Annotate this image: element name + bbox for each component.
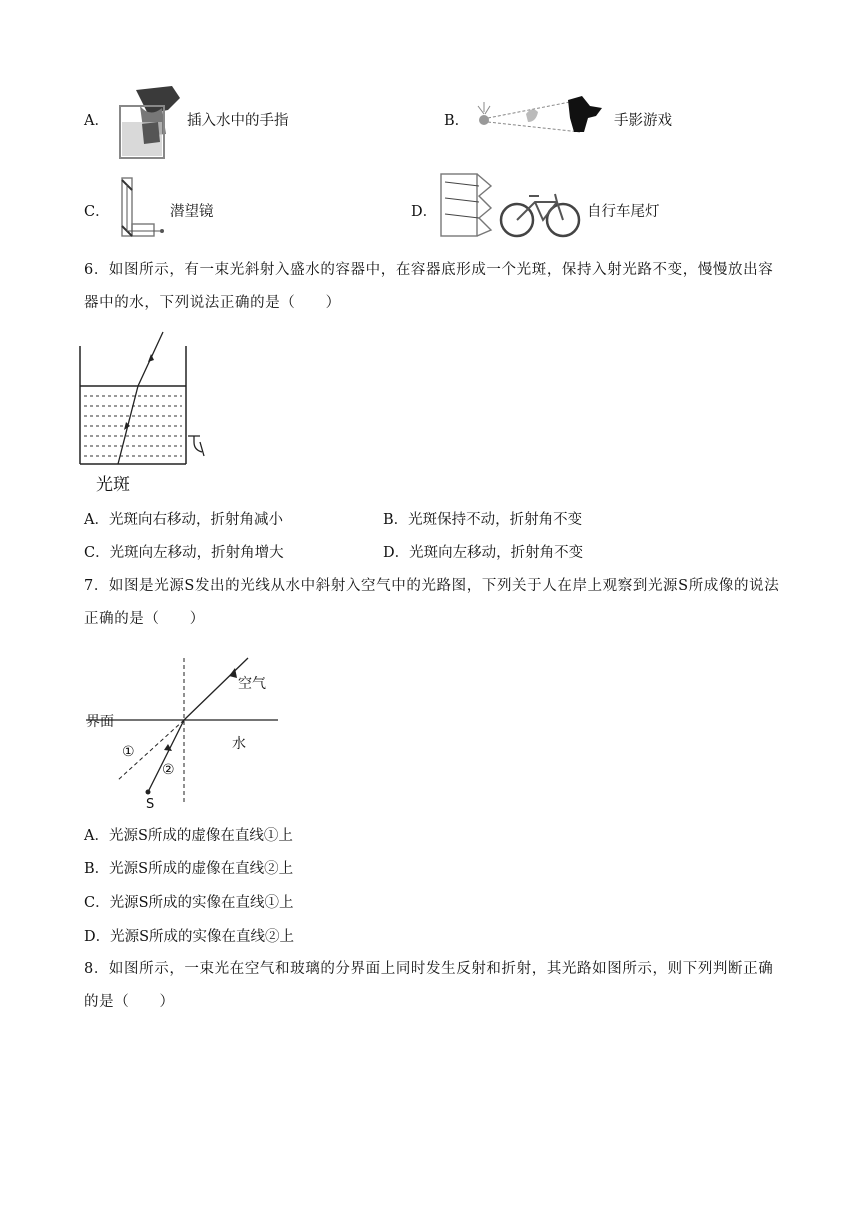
interface-label: 界面 xyxy=(86,714,114,730)
q7-option-c: C．光源S所成的实像在直线①上 xyxy=(84,895,294,911)
source-s-label: S xyxy=(146,797,155,812)
q6-option-a: A．光斑向右移动，折射角减小 xyxy=(84,512,283,528)
option-letter-a: A． xyxy=(84,113,109,129)
air-label: 空气 xyxy=(238,676,266,692)
q7-option-a: A．光源S所成的虚像在直线①上 xyxy=(84,828,293,844)
caption-periscope: 潜望镜 xyxy=(170,204,214,220)
caption-hand-shadow: 手影游戏 xyxy=(614,113,672,129)
question-6-figure xyxy=(76,326,216,498)
caption-finger-in-water: 插入水中的手指 xyxy=(187,113,289,129)
periscope-image xyxy=(116,176,166,242)
option-letter-b: B． xyxy=(444,113,470,129)
question-8-stem: 8．如图所示，一束光在空气和玻璃的分界面上同时发生反射和折射，其光路如图所示，则下列判断正确的是（ ） xyxy=(84,961,774,1010)
water-label: 水 xyxy=(232,736,246,752)
option-letter-d: D． xyxy=(411,204,438,220)
question-7-stem: 7．如图是光源S发出的光线从水中斜射入空气中的光路图，下列关于人在岸上观察到光源S所成像的说法正确的是（ ） xyxy=(84,578,780,627)
line-2-label: ② xyxy=(162,762,175,778)
q7-option-d: D．光源S所成的实像在直线②上 xyxy=(84,929,295,945)
option-letter-c: C． xyxy=(84,204,110,220)
finger-in-water-image xyxy=(114,84,184,160)
question-6-stem: 6．如图所示，有一束光斜射入盛水的容器中，在容器底形成一个光斑，保持入射光路不变，慢慢放出容器中的水，下列说法正确的是（ ） xyxy=(84,262,774,311)
caption-bicycle-taillight: 自行车尾灯 xyxy=(587,204,660,220)
q6-option-c: C．光斑向左移动，折射角增大 xyxy=(84,545,284,561)
line-1-label: ① xyxy=(122,744,135,760)
bicycle-taillight-image xyxy=(439,172,585,240)
question-7-figure xyxy=(86,654,286,810)
q7-option-b: B．光源S所成的虚像在直线②上 xyxy=(84,861,294,877)
hand-shadow-image xyxy=(470,96,610,140)
q6-option-d: D．光斑向左移动，折射角不变 xyxy=(383,545,584,561)
light-spot-label: 光斑 xyxy=(96,475,130,495)
q6-option-b: B．光斑保持不动，折射角不变 xyxy=(383,512,583,528)
